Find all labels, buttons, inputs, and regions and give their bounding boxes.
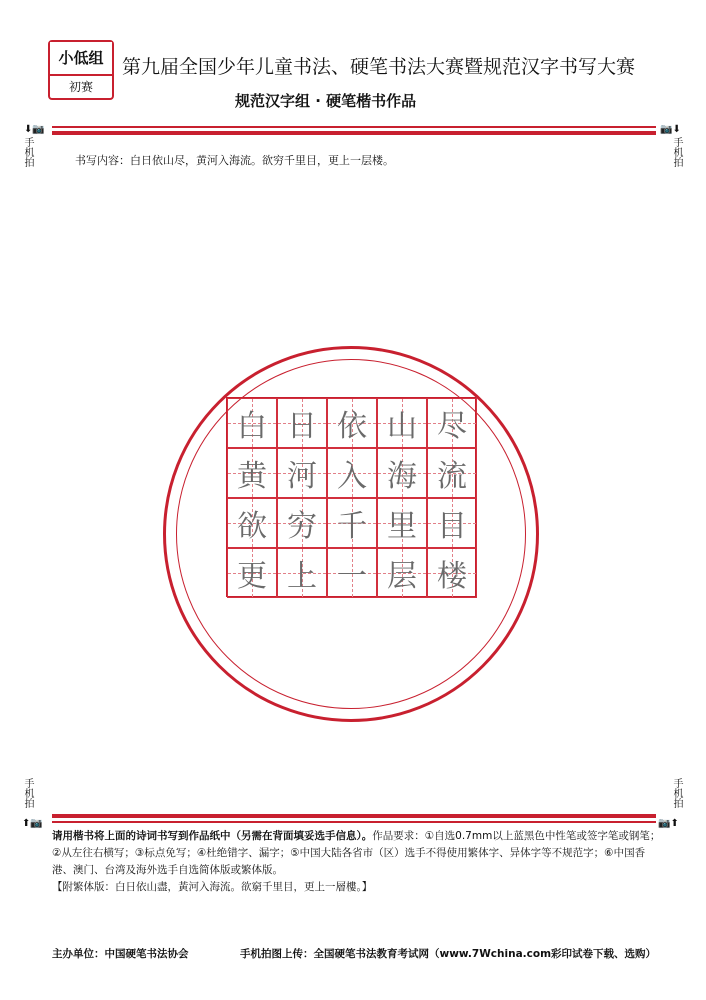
grid-char: 河 (287, 459, 317, 494)
grid-cell (277, 448, 327, 498)
capture-icons-top-right: 📷⬇ (660, 124, 681, 135)
capture-label-bottom-left (22, 778, 42, 808)
footer-organizer: 主办单位：中国硬笔书法协会 (52, 948, 189, 960)
grid-cell (327, 498, 377, 548)
grid-cell (377, 498, 427, 548)
content-text: 白日依山尽，黄河入海流。欲穷千里目，更上一层楼。 (130, 154, 394, 167)
bottom-rule-thin (52, 821, 656, 823)
content-line (75, 152, 394, 168)
grid-cell (277, 398, 327, 448)
grid-char: 黄 (237, 459, 267, 494)
grid-char: 更 (237, 559, 267, 594)
group-label: 小低组 (50, 42, 112, 76)
page-title: 第九届全国少年儿童书法、硬笔书法大赛暨规范汉字书写大赛 (122, 56, 636, 78)
capture-label: 手机拍 (22, 137, 33, 167)
grid-cell (327, 448, 377, 498)
writing-grid (226, 397, 476, 597)
grid-cell (227, 448, 277, 498)
instructions (52, 828, 662, 896)
grid-cell (427, 398, 477, 448)
grid-cell (427, 548, 477, 598)
grid-char: 欲 (237, 509, 267, 544)
instructions-requirements: 作品要求：①自选0.7mm以上蓝黑色中性笔或签字笔或钢笔；②从左往右横写；③标点免写；④杜绝错字、漏字；⑤中国大陆各省市（区）选手不得使用繁体字、异体字等不规范字；⑥中国香港、澳门、台湾及海外选手自选简体版或繁体版。 (52, 830, 661, 876)
grid-char: 一 (337, 559, 367, 594)
capture-label-top-right (671, 137, 691, 167)
top-rule-thin (52, 126, 656, 128)
grid-char: 海 (387, 459, 417, 494)
grid-cell (277, 498, 327, 548)
grid-char: 千 (337, 509, 367, 544)
grid-cell (377, 398, 427, 448)
grid-cell (327, 398, 377, 448)
grid-char: 目 (437, 509, 467, 544)
grid-cell (427, 498, 477, 548)
grid-char: 楼 (437, 559, 467, 594)
capture-label: 手机拍 (22, 778, 33, 808)
grid-cell (377, 548, 427, 598)
grid-char: 入 (337, 459, 367, 494)
grid-cell (427, 448, 477, 498)
bottom-rule-thick (52, 814, 656, 818)
grid-char: 上 (287, 559, 317, 594)
capture-icons-bottom-right: 📷⬆ (658, 818, 679, 829)
grid-char: 穷 (287, 509, 317, 544)
instructions-lead: 请用楷书将上面的诗词书写到作品纸中（另需在背面填妥选手信息）。 (52, 830, 373, 842)
capture-label-bottom-right (671, 778, 691, 808)
capture-label-top-left (22, 137, 42, 167)
grid-cell (327, 548, 377, 598)
grid-char: 层 (387, 559, 417, 594)
top-rule-thick (52, 131, 656, 135)
capture-icons-top-left: ⬇📷 (24, 124, 45, 135)
instructions-traditional: 【附繁体版：白日依山盡，黃河入海流。欲窮千里目，更上一層樓。】 (52, 881, 373, 893)
capture-label: 手机拍 (671, 778, 682, 808)
grid-char: 白 (237, 409, 267, 444)
group-badge (48, 40, 114, 100)
grid-char: 流 (437, 459, 467, 494)
grid-cell (227, 498, 277, 548)
grid-char: 依 (337, 409, 367, 444)
grid-char: 尽 (437, 409, 467, 444)
capture-label: 手机拍 (671, 137, 682, 167)
footer-upload: 手机拍图上传：全国硬笔书法教育考试网（www.7Wchina.com彩印试卷下载、选购） (240, 948, 657, 960)
round-label: 初赛 (68, 80, 93, 94)
grid-char: 里 (387, 509, 417, 544)
page-subtitle: 规范汉字组 · 硬笔楷书作品 (235, 92, 417, 110)
grid-cell (277, 548, 327, 598)
content-label: 书写内容： (75, 154, 130, 167)
grid-char: 日 (287, 409, 317, 444)
grid-cell (227, 548, 277, 598)
capture-icons-bottom-left: ⬆📷 (22, 818, 43, 829)
grid-char: 山 (387, 409, 417, 444)
grid-cell (377, 448, 427, 498)
grid-cell (227, 398, 277, 448)
